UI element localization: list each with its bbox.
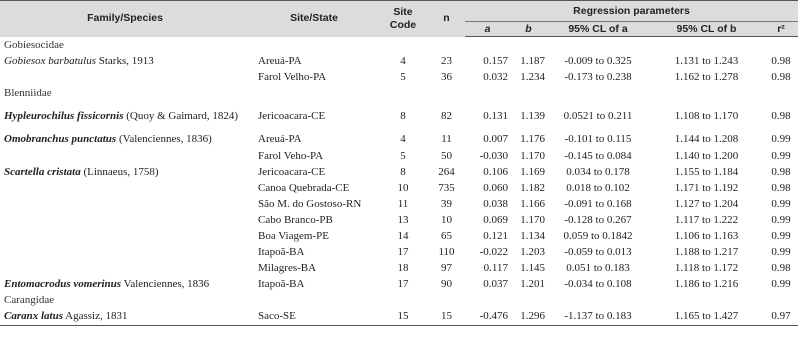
- sample-n: 735: [438, 181, 455, 194]
- sample-n: 82: [441, 110, 452, 123]
- header-cl-b-label: 95% CL of b: [676, 22, 737, 35]
- sample-n: 23: [441, 55, 452, 68]
- param-a: 0.060: [483, 181, 508, 194]
- species-author: (Linnaeus, 1758): [80, 165, 159, 178]
- site-state: Itapoã-BA: [258, 246, 305, 259]
- param-a: 0.106: [483, 165, 508, 178]
- r-squared: 0.99: [771, 278, 791, 291]
- species-cell: [0, 212, 250, 228]
- site-state: Milagres-BA: [258, 262, 317, 275]
- sample-n: 97: [441, 262, 452, 275]
- r-squared: 0.98: [771, 55, 791, 68]
- r-squared: 0.98: [771, 165, 791, 178]
- species-cell: [0, 69, 250, 85]
- species-cell: [0, 260, 250, 276]
- species-name: Caranx latus: [4, 310, 63, 323]
- cl-a: -0.128 to 0.267: [564, 213, 632, 226]
- param-b: 1.182: [520, 181, 545, 194]
- param-b: 1.166: [520, 197, 545, 210]
- cl-a: 0.018 to 0.102: [566, 181, 630, 194]
- param-b: 1.187: [520, 55, 545, 68]
- table-body: [0, 37, 798, 326]
- r-squared: 0.99: [771, 213, 791, 226]
- param-a: -0.476: [465, 308, 510, 325]
- param-b: 1.176: [520, 133, 545, 146]
- param-a: 0.032: [483, 71, 508, 84]
- cl-b: 1.108 to 1.170: [674, 110, 739, 123]
- site-code: 5: [400, 71, 406, 84]
- cl-a: -0.034 to 0.108: [564, 278, 632, 291]
- cl-b: 1.106 to 1.163: [674, 229, 739, 242]
- r-squared: 0.98: [771, 181, 791, 194]
- site-code: 14: [397, 229, 409, 242]
- table-row: [0, 101, 798, 131]
- species-author: (Quoy & Gaimard, 1824): [123, 110, 239, 123]
- param-a: 0.131: [483, 110, 508, 123]
- sample-n: 65: [441, 229, 452, 242]
- species-cell: [0, 276, 250, 292]
- cl-a: -1.137 to 0.183: [547, 308, 649, 325]
- table-row: [0, 212, 798, 228]
- param-b: 1.134: [520, 229, 545, 242]
- param-b: 1.203: [520, 246, 545, 259]
- site-state: Areuá-PA: [258, 133, 302, 146]
- cl-b: 1.155 to 1.184: [674, 165, 739, 178]
- species-name: Gobiesox barbatulus: [4, 55, 96, 68]
- sample-n: 15: [428, 308, 465, 325]
- species-cell: [0, 244, 250, 260]
- header-cl-b: [649, 22, 764, 37]
- header-r2: r²: [764, 22, 798, 37]
- sample-n: 90: [441, 278, 452, 291]
- cl-b: 1.165 to 1.427: [649, 308, 764, 325]
- param-b: 1.296: [510, 308, 547, 325]
- param-a: -0.022: [479, 246, 508, 259]
- site-code: 4: [400, 55, 406, 68]
- table-row: [0, 196, 798, 212]
- r-squared: 0.99: [771, 229, 791, 242]
- site-code: 8: [400, 110, 406, 123]
- cl-a: -0.173 to 0.238: [564, 71, 632, 84]
- table-row: [0, 53, 798, 69]
- sample-n: 39: [441, 197, 452, 210]
- sample-n: 36: [441, 71, 452, 84]
- header-cl-a-label: 95% CL of a: [568, 22, 628, 35]
- cl-a: 0.0521 to 0.211: [563, 110, 633, 123]
- site-code: 11: [397, 197, 409, 210]
- header-a: a: [465, 22, 510, 37]
- site-state: Saco-SE: [250, 308, 378, 325]
- site-state: Cabo Branco-PB: [258, 213, 333, 226]
- param-a: 0.121: [483, 229, 508, 242]
- param-b: 1.170: [520, 213, 545, 226]
- family-name: Blenniidae: [4, 87, 52, 100]
- site-code: 18: [397, 262, 409, 275]
- sample-n: 11: [441, 133, 452, 146]
- header-n: n: [428, 1, 465, 37]
- header-cl-a: [547, 22, 649, 37]
- cl-b: 1.162 to 1.278: [674, 71, 739, 84]
- cl-b: 1.186 to 1.216: [674, 278, 739, 291]
- species-cell: [0, 180, 250, 196]
- cl-b: 1.144 to 1.208: [674, 133, 739, 146]
- header-regression-parameters: Regression parameters: [465, 1, 798, 22]
- family-name: Carangidae: [4, 294, 55, 307]
- cl-b: 1.140 to 1.200: [674, 149, 739, 162]
- cl-b: 1.188 to 1.217: [674, 246, 739, 259]
- site-state: Jericoacara-CE: [258, 110, 326, 123]
- species-cell: [0, 147, 250, 163]
- species-cell: [0, 131, 250, 147]
- cl-a: 0.034 to 0.178: [566, 165, 630, 178]
- param-a: 0.117: [483, 262, 508, 275]
- site-state: Farol Velho-PA: [258, 71, 327, 84]
- family-row: [0, 85, 798, 101]
- param-a: 0.007: [483, 133, 508, 146]
- r-squared: 0.97: [764, 308, 798, 325]
- table-row: [0, 69, 798, 85]
- header-site-code: Site Code: [378, 1, 428, 37]
- param-b: 1.234: [520, 71, 545, 84]
- table-row: [0, 228, 798, 244]
- site-code: 13: [397, 213, 409, 226]
- site-code: 10: [397, 181, 409, 194]
- table-row: [0, 260, 798, 276]
- param-a: -0.030: [479, 149, 508, 162]
- species-cell: [0, 101, 250, 131]
- table-row: [0, 164, 798, 180]
- r-squared: 0.98: [771, 262, 791, 275]
- table-row: [0, 131, 798, 147]
- param-a: 0.157: [483, 55, 508, 68]
- sample-n: 10: [441, 213, 452, 226]
- r-squared: 0.99: [771, 246, 791, 259]
- site-code: 17: [397, 278, 409, 291]
- table-row: [0, 308, 798, 325]
- cl-a: -0.101 to 0.115: [564, 133, 632, 146]
- species-cell: [0, 228, 250, 244]
- cl-b: 1.117 to 1.222: [674, 213, 739, 226]
- table-row: [0, 147, 798, 163]
- table-row: [0, 276, 798, 292]
- site-state: Itapoã-BA: [258, 278, 305, 291]
- site-state: Boa Viagem-PE: [258, 229, 329, 242]
- site-code: 8: [400, 165, 406, 178]
- family-row: [0, 292, 798, 308]
- cl-a: -0.009 to 0.325: [564, 55, 632, 68]
- r-squared: 0.98: [771, 110, 791, 123]
- species-author: Starks, 1913: [95, 55, 154, 68]
- param-b: 1.201: [520, 278, 545, 291]
- species-name: Entomacrodus vomerinus: [4, 278, 122, 291]
- param-b: 1.169: [520, 165, 545, 178]
- param-b: 1.170: [520, 149, 545, 162]
- r-squared: 0.99: [771, 133, 791, 146]
- sample-n: 264: [438, 165, 455, 178]
- species-cell: [0, 196, 250, 212]
- param-a: 0.069: [483, 213, 508, 226]
- species-author: Agassiz, 1831: [63, 310, 128, 323]
- cl-a: 0.051 to 0.183: [566, 262, 630, 275]
- species-name: Omobranchus punctatus: [4, 133, 117, 146]
- species-cell: [0, 164, 250, 180]
- family-name: Gobiesocidae: [4, 39, 64, 52]
- param-a: 0.037: [483, 278, 508, 291]
- site-state: São M. do Gostoso-RN: [258, 197, 362, 210]
- table-row: [0, 180, 798, 196]
- param-a: 0.038: [483, 197, 508, 210]
- cl-a: -0.091 to 0.168: [564, 197, 632, 210]
- table-row: [0, 244, 798, 260]
- site-code: 4: [400, 133, 406, 146]
- table-header: [0, 1, 798, 37]
- r-squared: 0.99: [771, 197, 791, 210]
- site-state: Farol Veho-PA: [258, 149, 324, 162]
- species-author: (Valenciennes, 1836): [116, 133, 212, 146]
- family-row: [0, 37, 798, 54]
- header-family-species: Family/Species: [0, 1, 250, 37]
- param-b: 1.139: [520, 110, 545, 123]
- header-b: b: [510, 22, 547, 37]
- species-cell: [0, 308, 250, 325]
- r-squared: 0.98: [771, 71, 791, 84]
- param-b: 1.145: [520, 262, 545, 275]
- cl-a: -0.059 to 0.013: [564, 246, 632, 259]
- site-code: 15: [378, 308, 428, 325]
- species-cell: [0, 53, 250, 69]
- cl-b: 1.131 to 1.243: [674, 55, 739, 68]
- sample-n: 50: [441, 149, 452, 162]
- site-state: Canoa Quebrada-CE: [258, 181, 350, 194]
- species-name: Hypleurochilus fissicornis: [4, 110, 124, 123]
- cl-a: 0.059 to 0.1842: [563, 229, 633, 242]
- cl-b: 1.118 to 1.172: [674, 262, 739, 275]
- site-state: Areuá-PA: [258, 55, 302, 68]
- cl-b: 1.127 to 1.204: [674, 197, 739, 210]
- cl-a: -0.145 to 0.084: [564, 149, 632, 162]
- site-code: 17: [397, 246, 409, 259]
- r-squared: 0.99: [771, 149, 791, 162]
- species-name: Scartella cristata: [4, 165, 81, 178]
- cl-b: 1.171 to 1.192: [674, 181, 739, 194]
- site-code: 5: [400, 149, 406, 162]
- site-state: Jericoacara-CE: [258, 165, 326, 178]
- species-author: Valenciennes, 1836: [121, 278, 210, 291]
- sample-n: 110: [438, 246, 455, 259]
- header-site-state: Site/State: [250, 1, 378, 37]
